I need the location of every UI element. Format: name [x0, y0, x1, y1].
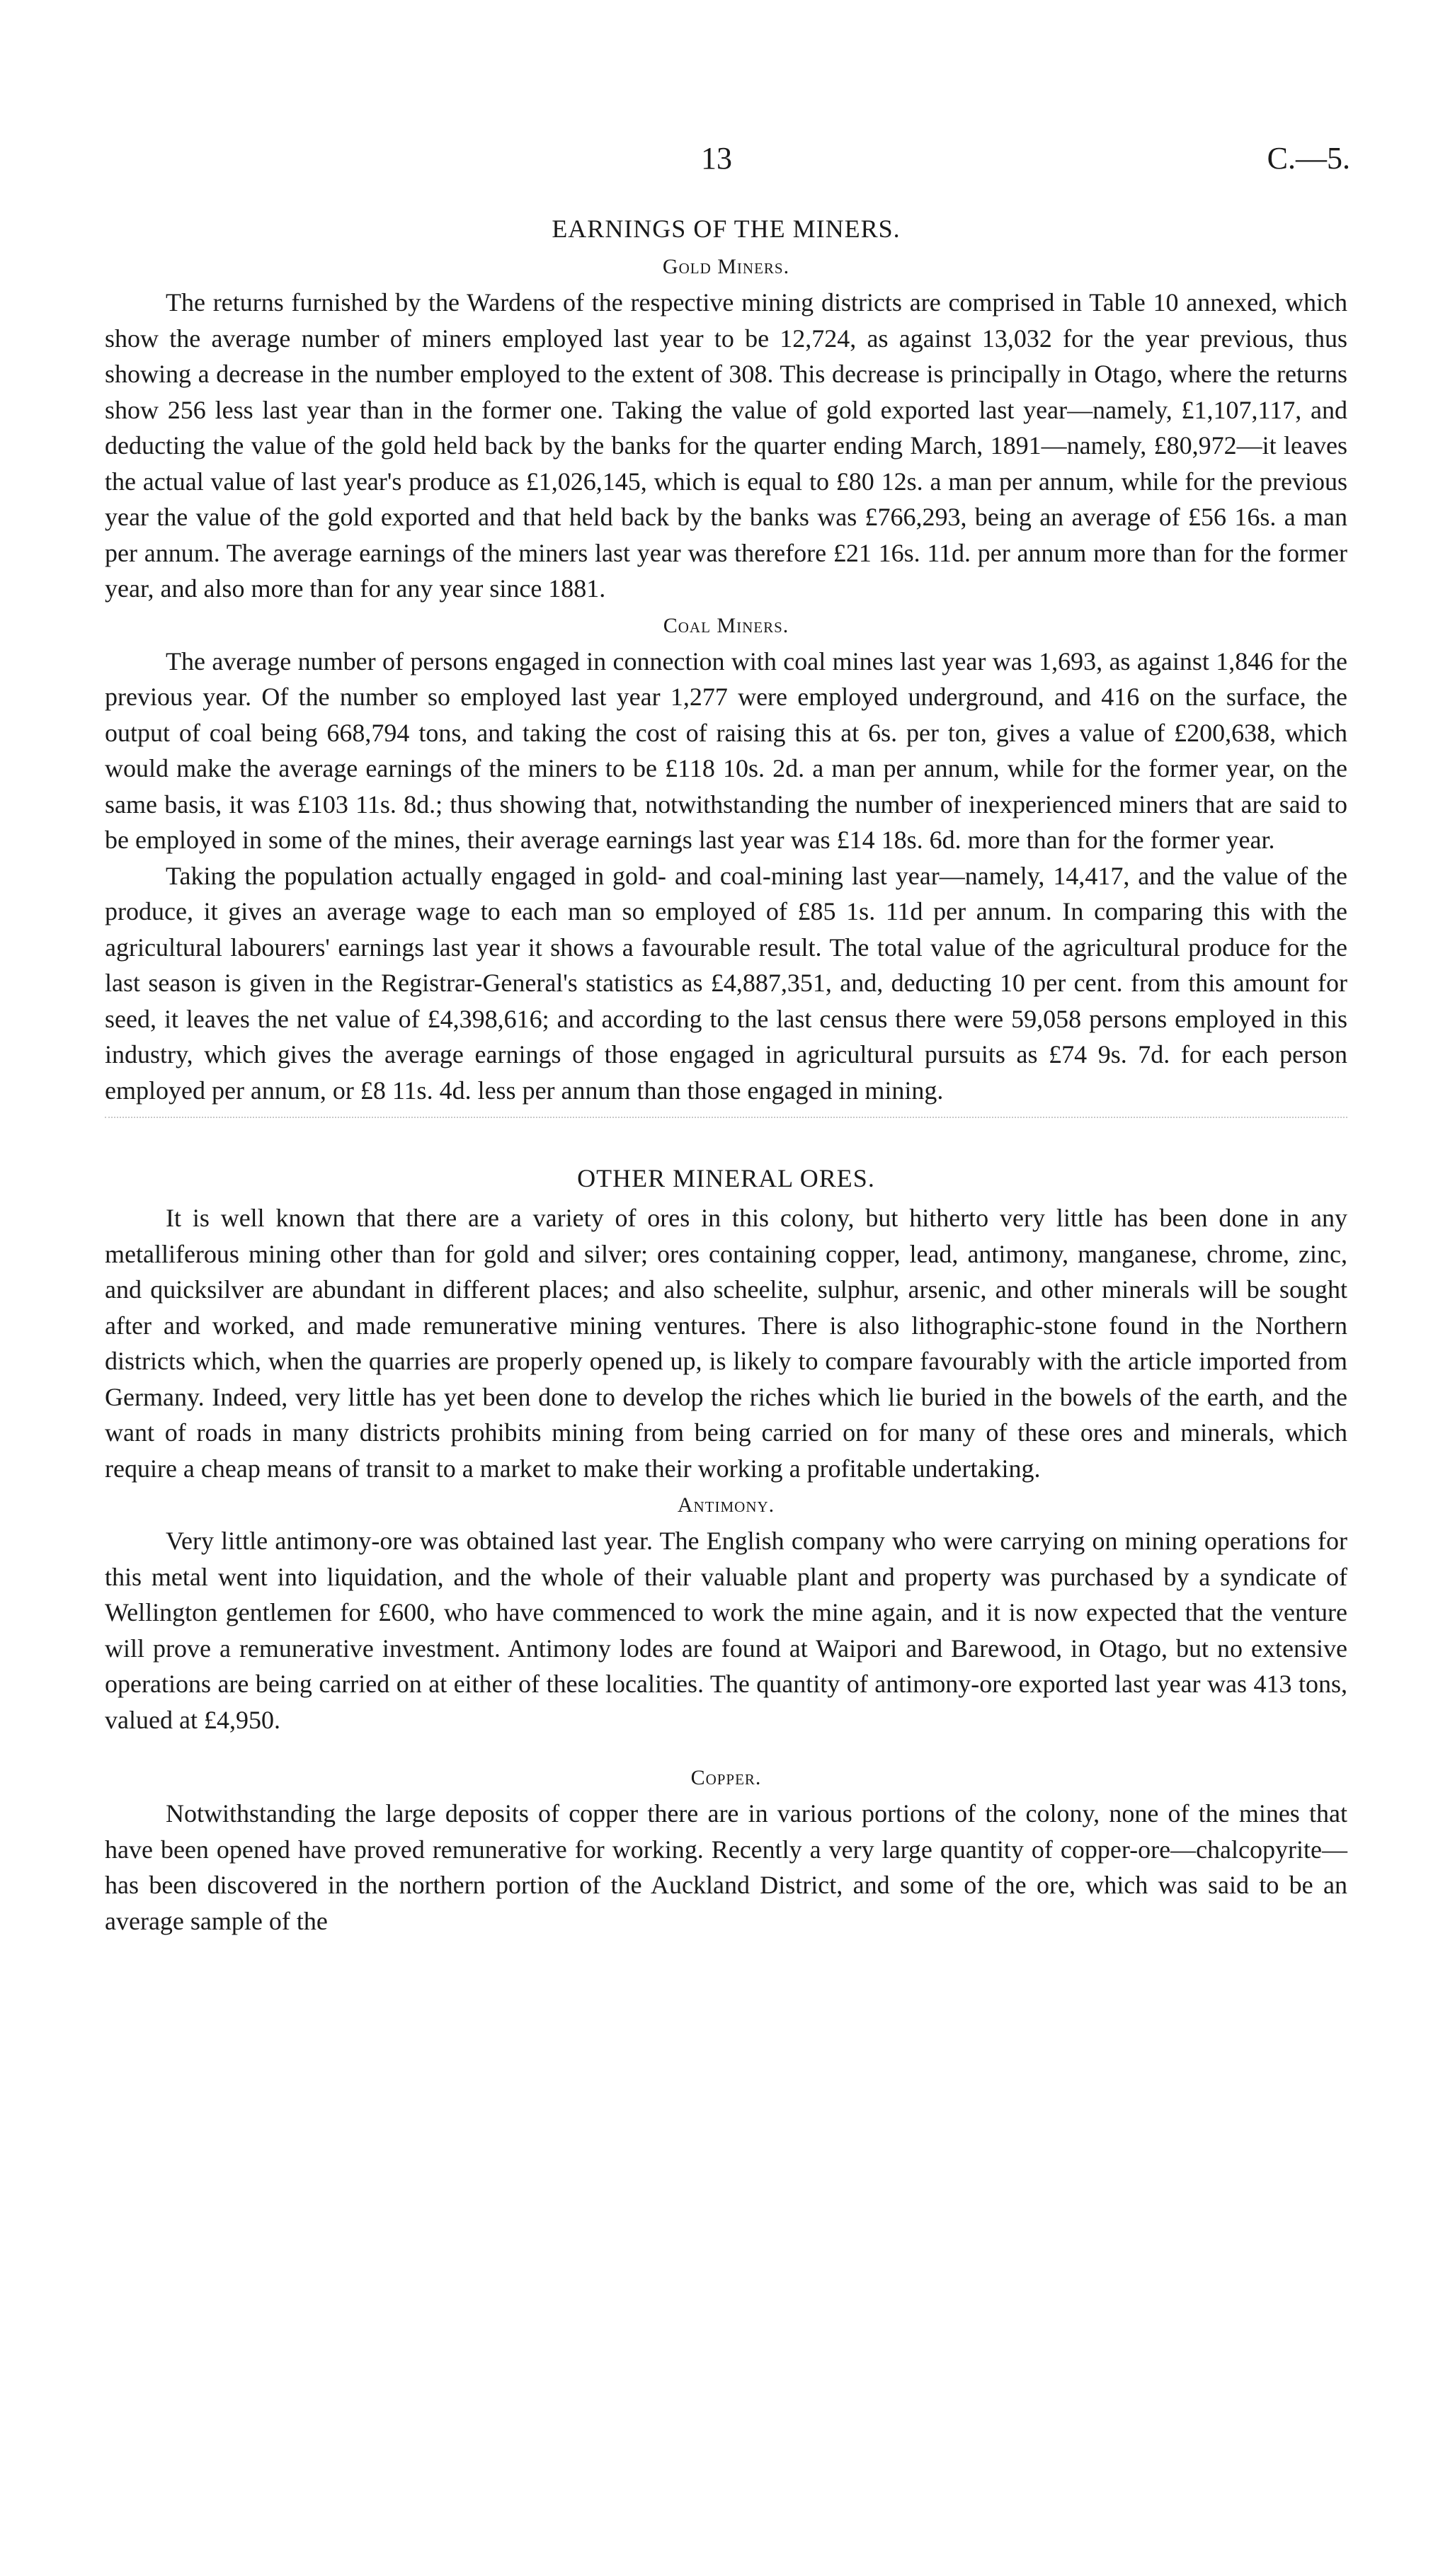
subheading-coal-miners: Coal Miners. — [663, 613, 789, 637]
paragraph-gold-miners: The returns furnished by the Wardens of the respective mining districts are comprised in Table 10 annexed, which show the average number of miners employed last year to be 12,724, as against 13,032 for the year previous, thus showing a decrease in the number employed to the extent of 308. This decrease is principally in Otago, where the returns show 256 less last year than in the former one. Taking the value of gold exported last year—namely, £1,107,117, and deducting the value of the gold held back by the banks for the quarter ending March, 1891—namely, £80,972—it leaves the actual value of last year's produce as £1,026,145, which is equal to £80 12s. a man per annum, while for the previous year the value of the gold exported and that held back by the banks was £766,293, being an average of £56 16s. a man per annum. The average earnings of the miners last year was therefore £21 16s. 11d. per annum more than for the former year, and also more than for any year since 1881. — [105, 288, 1347, 603]
subheading-copper: Copper. — [690, 1766, 762, 1789]
section-title-earnings: EARNINGS OF THE MINERS. — [552, 215, 901, 243]
subheading-gold-miners: Gold Miners. — [662, 255, 790, 278]
paragraph-coal-miners-1: The average number of persons engaged in connection with coal mines last year was 1,693, as against 1,846 for the previous year. Of the number so employed last year 1,277 were employed underground, and 416 on the surface, the output of coal being 668,794 tons, and taking the cost of raising this at 6s. per ton, gives a value of £200,638, which would make the average earnings of the miners to be £118 10s. 2d. a man per annum, while for the former year, on the same basis, it was £103 11s. 8d.; thus showing that, notwithstanding the number of inexperienced miners that are said to be employed in some of the mines, their average earnings last year was £14 18s. 6d. more than for the former year. — [105, 646, 1347, 854]
document-reference: C.—5. — [1267, 141, 1350, 176]
page-header — [0, 140, 1455, 183]
paragraph-antimony: Very little antimony-ore was obtained last year. The English company who were carrying on mining operations for this metal went into liquidation, and the whole of their valuable plant and property was purchased by a syndicate of Wellington gentlemen for £600, who have commenced to work the mine again, and it is now expected that the venture will prove a remunerative investment. Antimony lodes are found at Waipori and Barewood, in Otago, but no extensive operations are being carried on at either of these localities. The quantity of antimony-ore exported last year was 413 tons, valued at £4,950. — [105, 1527, 1347, 1734]
paragraph-coal-miners-2: Taking the population actually engaged in gold- and coal-mining last year—namely, 14,417, and the value of the produce, it gives an average wage to each man so employed of £85 1s. 11d per annum. In comparing this with the agricultural labourers' earnings last year it shows a favourable result. The total value of the agricultural produce for the last season is given in the Registrar-General's statistics as £4,887,351, and, deducting 10 per cent. from this amount for seed, it leaves the net value of £4,398,616; and according to the last census there were 59,058 persons employed in this industry, which gives the average earnings of those engaged in agricultural pursuits as £74 9s. 7d. for each person employed per annum, or £8 11s. 4d. less per annum than those engaged in mining. — [105, 861, 1347, 1105]
paragraph-copper: Notwithstanding the large deposits of copper there are in various portions of the colony, none of the mines that have been opened have proved remunerative for working. Recently a very large quantity of copper-ore—chalcopyrite—has been discovered in the northern portion of the Auckland District, and some of the ore, which was said to be an average sample of the — [105, 1799, 1347, 1935]
section-title-other-ores: OTHER MINERAL ORES. — [577, 1164, 875, 1192]
section-divider — [105, 1117, 1347, 1118]
paragraph-other-ores: It is well known that there are a variety of ores in this colony, but hitherto very little has been done in any metalliferous mining other than for gold and silver; ores containing copper, lead, antimony, manganese, chrome, zinc, and quicksilver are abundant in different places; and also scheelite, sulphur, arsenic, and other minerals will be sought after and worked, and made remunerative mining ventures. There is also lithographic-stone found in the Northern districts which, when the quarries are properly opened up, is likely to compare favourably with the article imported from Germany. Indeed, very little has yet been done to develop the riches which lie buried in the bowels of the earth, and the want of roads in many districts prohibits mining from being carried on for many of these ores and minerals, which require a cheap means of transit to a market to make their working a profitable undertaking. — [105, 1204, 1347, 1483]
subheading-antimony: Antimony. — [677, 1493, 775, 1517]
page-number: 13 — [701, 141, 732, 176]
page-content — [105, 211, 1347, 1939]
